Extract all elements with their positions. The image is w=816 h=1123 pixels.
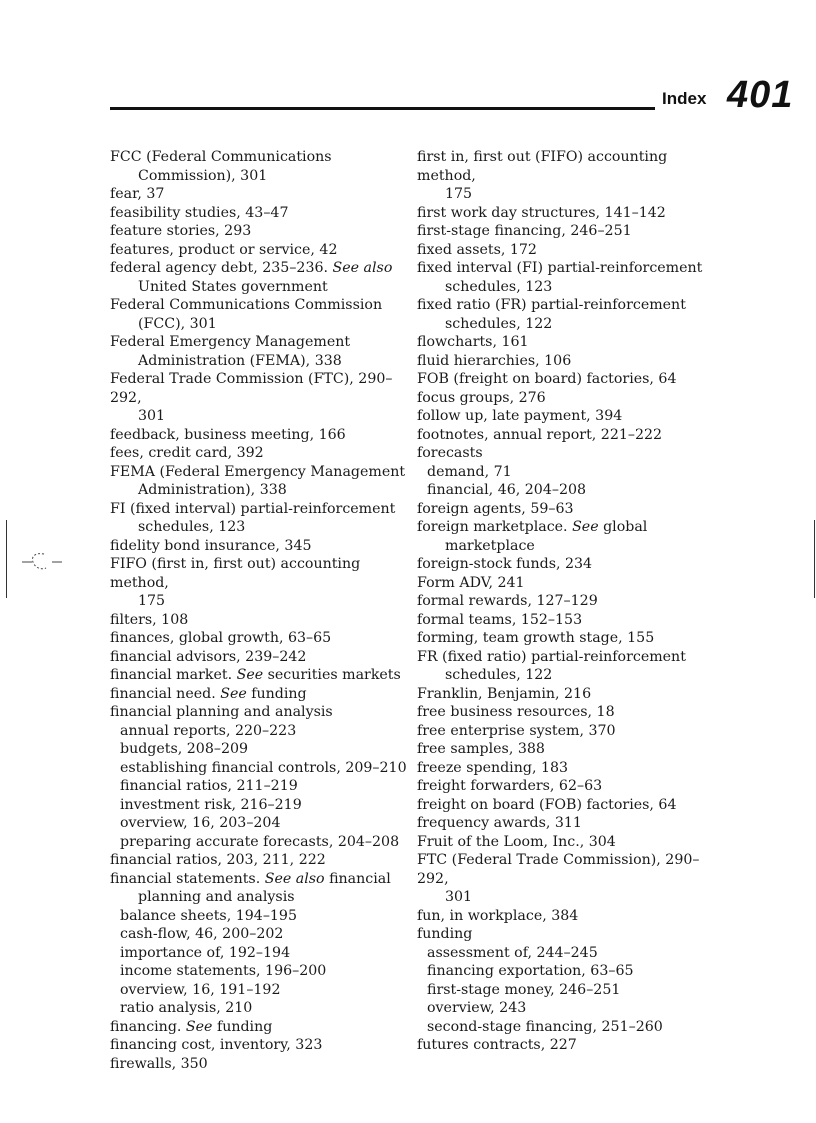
index-entry-text: financing. xyxy=(110,1018,186,1035)
index-subentry: financing exportation, 63–65 xyxy=(427,963,634,979)
index-entry xyxy=(110,463,410,500)
index-entry xyxy=(110,537,410,556)
index-entry-continuation: (FCC), 301 xyxy=(138,315,217,332)
index-entry-text: Federal Emergency Management xyxy=(110,334,351,350)
index-entry-text: financial planning and analysis xyxy=(110,704,333,720)
index-subentry: balance sheets, 194–195 xyxy=(120,907,297,924)
index-entry-text: feasibility studies, 43–47 xyxy=(110,204,289,221)
index-entry-text: funding xyxy=(417,926,473,942)
index-entry xyxy=(417,814,717,833)
index-subentry: demand, 71 xyxy=(427,463,512,480)
index-entry-text: formal teams, 152–153 xyxy=(417,611,583,628)
index-entry-text: fixed ratio (FR) partial-reinforcement xyxy=(417,297,686,313)
index-entry-text: federal agency debt, 235–236. xyxy=(110,260,333,276)
registration-mark-icon xyxy=(20,548,64,576)
index-entry xyxy=(110,1036,410,1055)
index-entry-text: free enterprise system, 370 xyxy=(417,722,616,739)
index-entry-text: follow up, late payment, 394 xyxy=(417,408,623,424)
index-entry-text: fidelity bond insurance, 345 xyxy=(110,537,312,554)
index-subentry: annual reports, 220–223 xyxy=(120,722,297,739)
index-entry xyxy=(110,296,410,333)
index-column-left xyxy=(110,148,410,1073)
index-entry-continuation: Commission), 301 xyxy=(138,167,268,184)
crop-mark-left xyxy=(6,520,7,598)
index-entry xyxy=(110,370,410,426)
index-entry-text: fixed interval (FI) partial-reinforcement xyxy=(417,260,703,276)
index-entry-text: formal rewards, 127–129 xyxy=(417,593,598,609)
index-entry xyxy=(110,148,410,185)
index-subentry: financial ratios, 211–219 xyxy=(120,778,298,794)
index-entry xyxy=(110,185,410,204)
crop-mark-right xyxy=(814,520,815,598)
index-subentry: financial, 46, 204–208 xyxy=(427,482,587,498)
index-entry-text: free samples, 388 xyxy=(417,741,545,757)
index-entry-text: fees, credit card, 392 xyxy=(110,445,264,461)
index-entry xyxy=(417,500,717,519)
page-number: 401 xyxy=(727,74,794,116)
index-entry xyxy=(417,204,717,223)
index-entry xyxy=(417,259,717,296)
index-entry xyxy=(110,870,410,907)
index-entry-text: freight forwarders, 62–63 xyxy=(417,778,603,794)
index-entry-text: free business resources, 18 xyxy=(417,704,615,720)
index-entry-text: FOB (freight on board) factories, 64 xyxy=(417,371,677,387)
index-entry-continuation: 301 xyxy=(138,408,166,424)
index-entry xyxy=(417,592,717,611)
index-entry-text: Federal Trade Commission (FTC), 290–292, xyxy=(110,371,393,406)
index-subentry: assessment of, 244–245 xyxy=(427,944,598,961)
index-entry xyxy=(417,685,717,704)
index-entry xyxy=(417,241,717,260)
index-entry xyxy=(110,259,410,296)
index-entry xyxy=(417,907,717,926)
index-entry xyxy=(110,444,410,463)
index-entry xyxy=(417,148,717,204)
index-entry xyxy=(417,222,717,241)
index-entry xyxy=(110,241,410,260)
index-entry-text: foreign-stock funds, 234 xyxy=(417,556,593,572)
index-entry xyxy=(110,648,410,667)
index-entry xyxy=(417,629,717,648)
index-entry xyxy=(417,370,717,389)
index-entry xyxy=(417,833,717,852)
index-entry-text: focus groups, 276 xyxy=(417,389,546,406)
index-entry-continuation: marketplace xyxy=(445,537,535,554)
index-entry-text: forecasts xyxy=(417,445,483,461)
index-entry xyxy=(417,796,717,815)
index-entry-text: FI (fixed interval) partial-reinforcement xyxy=(110,500,396,517)
header-section-label: Index xyxy=(662,89,707,108)
index-entry-text: FCC (Federal Communications xyxy=(110,149,332,165)
index-entry-text: financial ratios, 203, 211, 222 xyxy=(110,852,326,868)
index-entry xyxy=(417,925,717,944)
index-entry-continuation: schedules, 123 xyxy=(138,519,246,535)
index-entry xyxy=(417,426,717,445)
index-entry xyxy=(417,851,717,907)
index-entry xyxy=(110,1018,410,1037)
index-entry-text: feedback, business meeting, 166 xyxy=(110,426,346,443)
index-entry-text: filters, 108 xyxy=(110,611,189,628)
index-subentry: first-stage money, 246–251 xyxy=(427,981,621,998)
header-rule xyxy=(110,107,655,110)
index-entry xyxy=(110,500,410,537)
index-entry-continuation: Administration), 338 xyxy=(138,482,287,498)
index-entry-text: FR (fixed ratio) partial-reinforcement xyxy=(417,648,686,665)
see-reference: See xyxy=(572,519,599,535)
index-entry xyxy=(417,759,717,778)
index-entry-text: frequency awards, 311 xyxy=(417,815,582,831)
index-entry-continuation: United States government xyxy=(138,278,328,295)
index-entry xyxy=(110,333,410,370)
index-subentry: overview, 243 xyxy=(427,1000,527,1016)
index-entry-text: Fruit of the Loom, Inc., 304 xyxy=(417,833,616,850)
see-reference: See also xyxy=(332,260,393,276)
index-entry-text: Franklin, Benjamin, 216 xyxy=(417,685,592,702)
see-reference: See xyxy=(220,685,247,702)
index-entry-text: first in, first out (FIFO) accounting method, xyxy=(417,149,668,184)
index-entry-text: first work day structures, 141–142 xyxy=(417,204,666,221)
index-entry-continuation: schedules, 122 xyxy=(445,667,553,683)
index-subentry: importance of, 192–194 xyxy=(120,944,291,961)
index-column-right xyxy=(417,148,717,1055)
index-entry-text: financial market. xyxy=(110,667,237,683)
index-entry-text: finances, global growth, 63–65 xyxy=(110,630,332,646)
index-entry xyxy=(417,740,717,759)
index-entry xyxy=(417,352,717,371)
index-entry-text: forming, team growth stage, 155 xyxy=(417,630,655,646)
index-entry-text: foreign agents, 59–63 xyxy=(417,500,574,517)
index-entry xyxy=(110,851,410,870)
index-entry xyxy=(417,518,717,555)
index-subentry: preparing accurate forecasts, 204–208 xyxy=(120,833,400,850)
index-entry-continuation: Administration (FEMA), 338 xyxy=(138,352,342,369)
index-subentry: income statements, 196–200 xyxy=(120,963,327,979)
see-target: global xyxy=(598,519,648,535)
index-entry xyxy=(417,777,717,796)
index-entry xyxy=(417,555,717,574)
index-entry xyxy=(110,204,410,223)
index-entry xyxy=(417,722,717,741)
index-entry xyxy=(417,703,717,722)
see-target: funding xyxy=(212,1018,273,1035)
index-entry-text: foreign marketplace. xyxy=(417,519,573,535)
see-reference: See xyxy=(185,1018,213,1035)
index-entry xyxy=(417,648,717,685)
index-entry-text: Federal Communications Commission xyxy=(110,297,383,313)
index-entry xyxy=(417,333,717,352)
index-entry-text: flowcharts, 161 xyxy=(417,334,529,350)
index-subentry: second-stage financing, 251–260 xyxy=(427,1018,663,1035)
index-subentry: cash-flow, 46, 200–202 xyxy=(120,926,284,942)
index-subentry: budgets, 208–209 xyxy=(120,741,249,757)
index-entry-text: firewalls, 350 xyxy=(110,1055,208,1072)
index-entry xyxy=(110,666,410,685)
index-entry xyxy=(417,1036,717,1055)
index-entry-text: FTC (Federal Trade Commission), 290–292, xyxy=(417,852,700,887)
index-entry-text: freight on board (FOB) factories, 64 xyxy=(417,796,677,813)
see-target: funding xyxy=(246,685,307,702)
index-entry-continuation: schedules, 122 xyxy=(445,315,553,332)
index-entry xyxy=(110,222,410,241)
see-reference: See also xyxy=(264,870,325,887)
index-entry-text: FIFO (first in, first out) accounting method, xyxy=(110,556,361,591)
index-entry xyxy=(417,574,717,593)
index-entry-text: fear, 37 xyxy=(110,186,165,202)
index-entry xyxy=(110,1055,410,1074)
index-subentry: ratio analysis, 210 xyxy=(120,1000,253,1016)
index-entry-text: fixed assets, 172 xyxy=(417,241,537,258)
index-entry xyxy=(110,703,410,722)
index-entry-continuation: 301 xyxy=(445,889,473,905)
index-subentry: overview, 16, 191–192 xyxy=(120,981,281,998)
index-subentry: investment risk, 216–219 xyxy=(120,796,302,813)
see-target: securities markets xyxy=(263,667,401,683)
index-entry-text: financial need. xyxy=(110,685,221,702)
index-entry xyxy=(417,389,717,408)
index-entry xyxy=(417,444,717,463)
index-entry xyxy=(417,296,717,333)
see-target: financial xyxy=(324,870,391,887)
index-entry-continuation: schedules, 123 xyxy=(445,278,553,295)
index-entry-text: freeze spending, 183 xyxy=(417,759,569,776)
index-subentry: establishing financial controls, 209–210 xyxy=(120,759,407,776)
index-entry-text: footnotes, annual report, 221–222 xyxy=(417,426,663,443)
index-entry-continuation: 175 xyxy=(138,593,166,609)
index-entry-text: first-stage financing, 246–251 xyxy=(417,223,632,239)
index-entry-text: fluid hierarchies, 106 xyxy=(417,352,572,369)
index-entry xyxy=(110,685,410,704)
index-entry-text: financing cost, inventory, 323 xyxy=(110,1037,323,1053)
index-entry-text: financial statements. xyxy=(110,870,265,887)
index-entry xyxy=(110,426,410,445)
index-entry-text: fun, in workplace, 384 xyxy=(417,907,579,924)
index-entry-text: financial advisors, 239–242 xyxy=(110,648,307,665)
index-entry-text: feature stories, 293 xyxy=(110,223,252,239)
index-entry xyxy=(110,555,410,611)
index-entry xyxy=(417,611,717,630)
index-subentry: overview, 16, 203–204 xyxy=(120,815,281,831)
index-entry-text: Form ADV, 241 xyxy=(417,574,525,591)
index-entry xyxy=(417,407,717,426)
index-entry xyxy=(110,629,410,648)
index-entry-continuation: 175 xyxy=(445,186,473,202)
see-reference: See xyxy=(236,667,264,683)
index-entry-text: features, product or service, 42 xyxy=(110,241,338,258)
index-entry-continuation: planning and analysis xyxy=(138,889,295,905)
index-entry xyxy=(110,611,410,630)
index-entry-text: futures contracts, 227 xyxy=(417,1037,577,1053)
index-entry-text: FEMA (Federal Emergency Management xyxy=(110,463,406,480)
